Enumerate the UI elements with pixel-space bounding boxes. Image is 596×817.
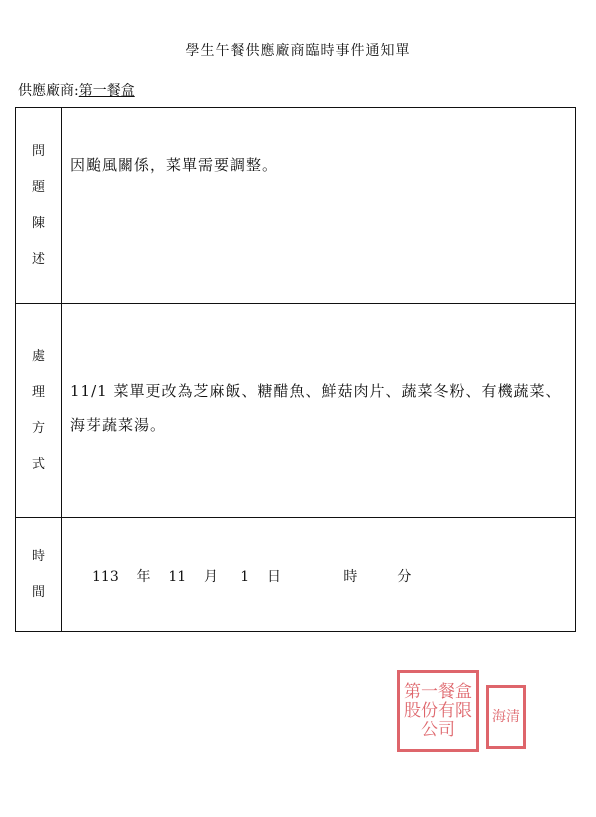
problem-label [16, 108, 62, 303]
document-title: 學生午餐供應廠商臨時事件通知單 [185, 43, 411, 59]
day-value: 1 [240, 569, 250, 585]
label-char: 方 [31, 420, 45, 436]
year-unit: 年 [136, 569, 151, 585]
label-char: 述 [31, 251, 45, 267]
time-label [16, 518, 62, 632]
label-char: 題 [31, 179, 45, 195]
month-unit: 月 [204, 569, 218, 585]
label-char: 問 [31, 143, 45, 159]
label-char: 時 [31, 549, 45, 564]
vendor-label: 供應廠商: [18, 83, 79, 99]
label-char: 處 [31, 348, 45, 364]
handling-row [16, 304, 575, 518]
label-char: 陳 [31, 215, 45, 231]
day-unit: 日 [267, 569, 281, 585]
problem-content-cell [62, 108, 575, 303]
problem-row [16, 108, 575, 304]
time-value [92, 560, 411, 594]
minute-unit: 分 [397, 569, 412, 585]
handling-text: 11/1 菜單更改為芝麻飯、糖醋魚、鮮菇肉片、蔬菜冬粉、有機蔬菜、海芽蔬菜湯。 [70, 382, 562, 434]
problem-text: 因颱風關係，菜單需要調整。 [70, 156, 279, 174]
handling-content-cell [62, 304, 575, 517]
year-value: 113 [92, 569, 119, 585]
representative-seal-stamp: 海清 [486, 685, 526, 749]
vendor-line [18, 80, 135, 100]
time-row [16, 518, 575, 632]
company-seal-stamp: 第一餐盒股份有限公司 [397, 670, 479, 752]
notice-form-table [15, 107, 576, 632]
handling-label [16, 304, 62, 517]
time-content-cell [62, 518, 575, 632]
label-char: 理 [31, 384, 45, 400]
hour-unit: 時 [343, 569, 358, 585]
label-char: 式 [31, 456, 45, 472]
label-char: 間 [31, 585, 45, 600]
vendor-name: 第一餐盒 [78, 83, 135, 99]
month-value: 11 [168, 569, 187, 585]
